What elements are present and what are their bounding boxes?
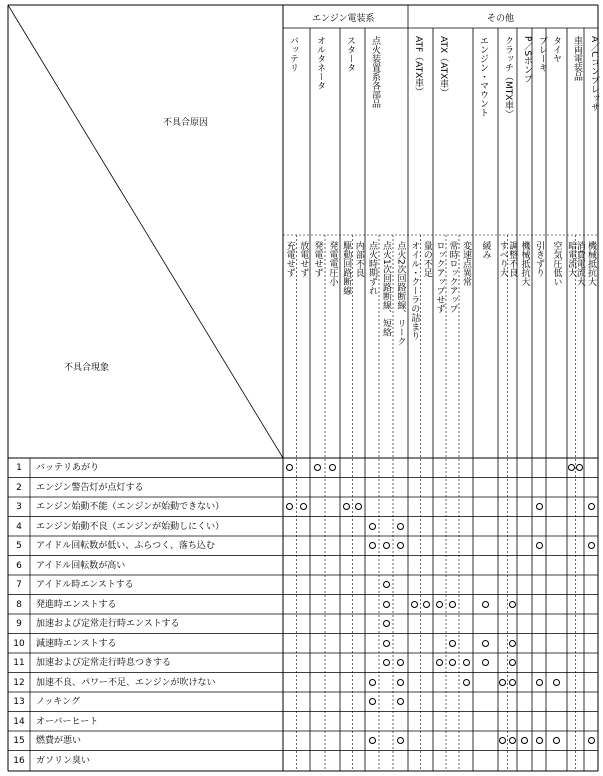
match-mark (588, 503, 595, 510)
cause-label: 調整不良 (507, 241, 518, 277)
component-label: オルタネータ (315, 36, 325, 90)
component-label: ATX（ATX車） (438, 36, 448, 98)
match-mark (509, 737, 516, 744)
match-mark (436, 601, 443, 608)
group-header-engine-electrical: エンジン電装系 (312, 14, 375, 24)
symptom-label: ガソリン臭い (36, 755, 91, 766)
component-label: エンジン・マウント (478, 36, 488, 117)
match-mark (553, 679, 560, 686)
row-number: 6 (16, 560, 22, 571)
cause-label: 駆動回路断線 (341, 241, 352, 295)
cause-label: すべり大 (497, 241, 508, 277)
cause-label: 引きずり (534, 241, 544, 277)
row-number: 1 (16, 463, 22, 473)
match-mark (509, 659, 516, 666)
cause-label: 緩み (480, 241, 491, 259)
match-mark (568, 464, 575, 471)
symptom-label: 減速時エンストする (36, 638, 117, 649)
component-label: クラッチ（MTX車） (503, 36, 513, 119)
symptom-label: エンジン始動不能（エンジンが始動できない） (36, 502, 225, 512)
row-number: 9 (16, 619, 22, 629)
cause-label: 消費電流大 (574, 241, 585, 286)
match-mark (369, 542, 376, 549)
match-mark (588, 737, 595, 744)
match-mark (300, 503, 307, 510)
symptom-label: 加速および定常走行時息つきする (36, 658, 172, 668)
component-label: バッテリ (288, 36, 298, 72)
symptom-label: 加速不良、パワー不足、エンジンが吹けない (36, 677, 216, 688)
match-mark (482, 601, 489, 608)
match-mark (369, 679, 376, 686)
component-label: 車両電装品 (572, 36, 582, 81)
cause-label: 点火時期ずれ (367, 241, 377, 295)
match-mark (463, 679, 470, 686)
row-number: 11 (13, 658, 25, 668)
cause-label: 充電せず (284, 241, 295, 277)
match-mark (588, 542, 595, 549)
match-mark (482, 640, 489, 647)
row-number: 5 (16, 541, 22, 551)
cause-label: ロックアップせず (434, 241, 445, 313)
cause-label: 点火1次回路断線、短絡 (381, 241, 391, 337)
match-mark (509, 640, 516, 647)
match-mark (463, 659, 470, 666)
match-mark (449, 640, 456, 647)
match-mark (369, 698, 376, 705)
row-number: 12 (13, 677, 25, 688)
symptom-label: アイドル時エンストする (36, 580, 134, 590)
symptom-label: 発進時エンストする (36, 599, 117, 610)
match-mark (411, 601, 418, 608)
component-label: P／Sポンプ (522, 36, 532, 84)
component-label: 点火装置系各部品 (370, 36, 380, 108)
row-number: 15 (13, 736, 25, 746)
cause-label: 点火2次回路断線、リーク (395, 241, 406, 346)
match-mark (509, 601, 516, 608)
cause-label: 空気圧低い (551, 241, 562, 286)
row-number: 16 (13, 755, 25, 766)
cause-label: 常時ロックアップ (447, 241, 458, 313)
match-mark (499, 679, 506, 686)
symptom-label: 加速および定常走行時エンストする (36, 619, 180, 629)
cause-label: 変速点異常 (461, 241, 471, 286)
row-number: 7 (16, 580, 22, 590)
symptom-label: 燃費が悪い (36, 736, 82, 746)
match-mark (536, 542, 543, 549)
match-mark (383, 620, 390, 627)
match-mark (397, 523, 404, 530)
component-label: タイヤ (551, 36, 561, 63)
component-label: A／Cコンプレッサ (589, 36, 599, 112)
group-header-other: その他 (487, 14, 515, 24)
cause-label: 機械抵抗大 (519, 241, 530, 286)
match-mark (536, 679, 543, 686)
header-diagonal (8, 5, 283, 458)
match-mark (383, 542, 390, 549)
cause-label: 発電せず (312, 241, 323, 277)
match-mark (449, 601, 456, 608)
component-label: ATF（ATX車） (413, 36, 423, 97)
match-mark (369, 737, 376, 744)
component-label: スタータ (345, 36, 355, 72)
match-mark (383, 659, 390, 666)
cause-label: 発電電圧小 (327, 241, 338, 286)
match-mark (383, 640, 390, 647)
match-mark (536, 737, 543, 744)
match-mark (369, 523, 376, 530)
row-number: 4 (16, 521, 22, 532)
cause-label: 放電せず (298, 241, 309, 277)
component-label: ブレーキ (537, 36, 547, 72)
symptom-label: エンジン警告灯が点灯する (36, 482, 144, 493)
match-mark (536, 503, 543, 510)
cause-label: 機械抵抗大 (586, 241, 596, 286)
symptom-label: オーバーヒート (36, 716, 99, 727)
row-number: 14 (13, 716, 25, 727)
symptom-label: アイドル回転数が高い (36, 560, 126, 571)
cause-heading: 不具合原因 (163, 118, 209, 128)
symptom-label: バッテリあがり (36, 463, 100, 473)
row-number: 8 (16, 599, 22, 610)
match-mark (397, 679, 404, 686)
match-mark (383, 581, 390, 588)
symptom-label: ノッキング (36, 697, 81, 707)
cause-label: 量の不足 (421, 241, 432, 277)
symptom-label: エンジン始動不良（エンジンが始動しにくい） (36, 521, 225, 532)
row-number: 10 (13, 638, 25, 649)
cause-label: オイル・クーラの詰まり (409, 241, 420, 340)
match-mark (383, 601, 390, 608)
match-mark (343, 503, 350, 510)
row-number: 2 (16, 482, 22, 493)
cause-label: 暗電流大 (566, 241, 577, 277)
row-number: 13 (13, 697, 25, 707)
row-number: 3 (16, 502, 22, 512)
match-mark (423, 601, 430, 608)
symptom-label: アイドル回転数が低い、ふらつく、落ち込む (36, 541, 215, 551)
match-mark (509, 679, 516, 686)
symptom-heading: 不具合現象 (64, 363, 110, 373)
cause-label: 内部不良 (353, 241, 364, 277)
